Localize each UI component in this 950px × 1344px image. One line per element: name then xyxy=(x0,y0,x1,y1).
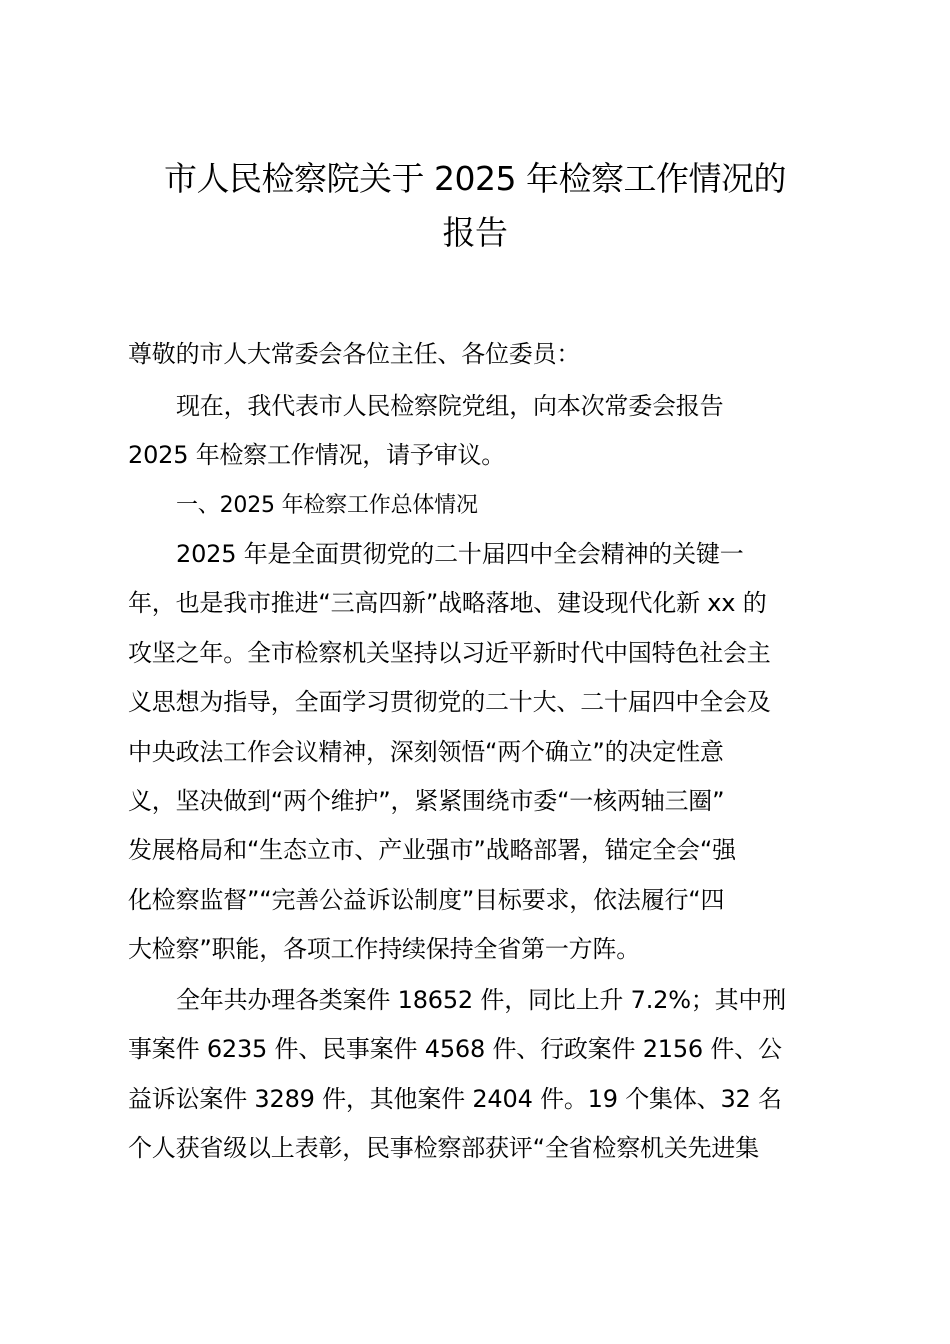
paragraph-line: 义思想为指导，全面学习贯彻党的二十大、二十届四中全会及 xyxy=(128,688,771,717)
paragraph-line: 益诉讼案件 3289 件，其他案件 2404 件。19 个集体、32 名 xyxy=(128,1084,782,1113)
statistics-paragraph xyxy=(128,976,834,1174)
paragraph-line: 攻坚之年。全市检察机关坚持以习近平新时代中国特色社会主 xyxy=(128,638,771,667)
paragraph-line: 年，也是我市推进“三高四新”战略落地、建设现代化新 xx 的 xyxy=(128,589,767,618)
paragraph-line: 事案件 6235 件、民事案件 4568 件、行政案件 2156 件、公 xyxy=(128,1035,782,1064)
title-line-1: 市人民检察院关于 2025 年检察工作情况的 xyxy=(164,159,786,198)
salutation: 尊敬的市人大常委会各位主任、各位委员： xyxy=(128,340,581,368)
paragraph-line: 2025 年检察工作情况，请予审议。 xyxy=(128,441,506,470)
paragraph-line: 全年共办理各类案件 18652 件，同比上升 7.2%；其中刑 xyxy=(176,986,787,1014)
section-heading: 一、2025 年检察工作总体情况 xyxy=(176,493,478,518)
paragraph-line: 2025 年是全面贯彻党的二十届四中全会精神的关键一 xyxy=(176,540,744,568)
intro-paragraph xyxy=(128,382,834,481)
paragraph-line: 大检察”职能，各项工作持续保持全省第一方阵。 xyxy=(128,935,641,964)
paragraph-line: 个人获省级以上表彰，民事检察部获评“全省检察机关先进集 xyxy=(128,1134,760,1163)
overview-paragraph xyxy=(128,530,834,975)
paragraph-line: 化检察监督”“完善公益诉讼制度”目标要求，依法履行“四 xyxy=(128,885,725,914)
paragraph-line: 中央政法工作会议精神，深刻领悟“两个确立”的决定性意 xyxy=(128,737,724,766)
paragraph-line: 义，坚决做到“两个维护”，紧紧围绕市委“一核两轴三圈” xyxy=(128,787,725,816)
paragraph-line: 发展格局和“生态立市、产业强市”战略部署，锚定全会“强 xyxy=(128,836,736,865)
title-line-2: 报告 xyxy=(442,213,508,252)
paragraph-line: 现在，我代表市人民检察院党组，向本次常委会报告 xyxy=(176,392,724,420)
document-title xyxy=(120,152,830,260)
